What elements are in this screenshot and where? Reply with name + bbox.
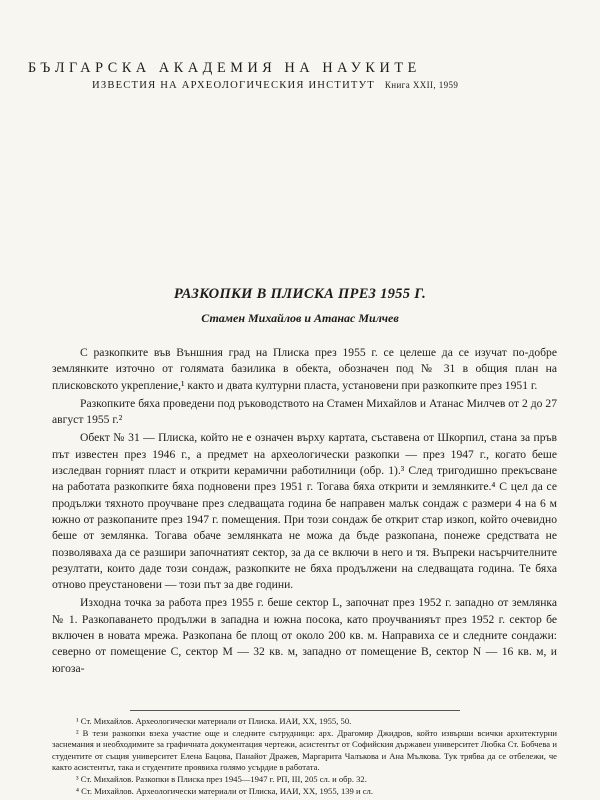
article-title: РАЗКОПКИ В ПЛИСКА ПРЕЗ 1955 Г. (173, 286, 427, 302)
volume-info: Книга XXII, 1959 (384, 80, 459, 90)
journal-name: ИЗВЕСТИЯ НА АРХЕОЛОГИЧЕСКИЯ ИНСТИТУТ (92, 80, 375, 91)
journal-subtitle (24, 80, 580, 91)
body-paragraph: С разкопките във Външния град на Плиска през 1955 г. се целеше да се изучат по-добре землянките източно от голямата базилика в обекта, обозначен под № 31 в общия план на плисковското укрепление,¹ както и двата културни пласта, установени при разкопките през 1951 г. (52, 346, 557, 392)
footnote: ¹ Ст. Михайлов. Археологически материали от Плиска. ИАИ, XX, 1955, 50. (76, 716, 352, 726)
journal-header (24, 60, 580, 91)
footnote: ³ Ст. Михайлов. Разкопки в Плиска през 1945—1947 г. РП, III, 205 сл. и обр. 32. (76, 773, 367, 784)
body-paragraph: Обект № 31 — Плиска, който не е означен върху картата, съставена от Шкорпил, стана за пръв път известен през 1946 г., а предмет на археологически разкопки — през 1947 г., когато беше изследван горният пласт и открити керамични работилници (обр. 1).³ След тригодишно прекъсване на работата разкопките бяха подновени през 1951 г. Тогава бяха открити и землянките.⁴ С цел да се продължи тяхното проучване през следващата година бе направен малък сондаж с размери 4 на 6 м южно от разкопаните през 1947 г. помещения. При този сондаж бе открит стар изкоп, който очевидно беше от землянка. Тогава обаче землянката не можа да бъде разкопана, понеже средствата не позволяваха да се разшири започнатият сектор, за да се включи в него и тя. Въпреки насърчителните резултати, които даде този сондаж, разкопките не бяха продължени на следващата година. Те бяха отново преустановени — този път за две години. (52, 431, 557, 592)
article-body (52, 345, 557, 677)
body-paragraph: Изходна точка за работа през 1955 г. беше сектор L, започнат през 1952 г. западно от землянка № 1. Разкопаването продължи в западна и южна посока, като проучванияът през 1952 г. сектор бе включен в новата мрежа. Разкопана бе площ от около 200 кв. м. Направиха се и следните сондажи: северно от помещение С, сектор M — 32 кв. м, западно от помещение В, сектор N — 16 кв. м, и югоза- (52, 596, 557, 675)
footnote: ² В тези разкопки взеха участие още и следните сътрудници: арх. Драгомир Джидров, който извърши всички архитектурни заснемания и необходимите за графичната документация чертежи, асистентът от Софийския държавен университет Любка Ст. Бобчева и студентите от същия университет Елена Бацова, Панайот Дражев, Маргарита Чалъкова и Ана Мълкова. Тук трябва да се отбележи, че както асистентът, така и студентите проявиха голямо усърдие в работата. (52, 727, 557, 773)
footnote-divider (130, 710, 460, 711)
footnote: ⁴ Ст. Михайлов. Археологически материали от Плиска, ИАИ, XX, 1955, 139 и сл. (76, 785, 373, 796)
academy-name: БЪЛГАРСКА АКАДЕМИЯ НА НАУКИТЕ (28, 60, 421, 76)
article-authors: Стамен Михайлов и Атанас Милчев (201, 311, 399, 325)
footnotes (52, 716, 557, 797)
body-paragraph: Разкопките бяха проведени под ръководството на Стамен Михайлов и Атанас Милчев от 2 до 27 август 1955 г.² (52, 396, 557, 427)
